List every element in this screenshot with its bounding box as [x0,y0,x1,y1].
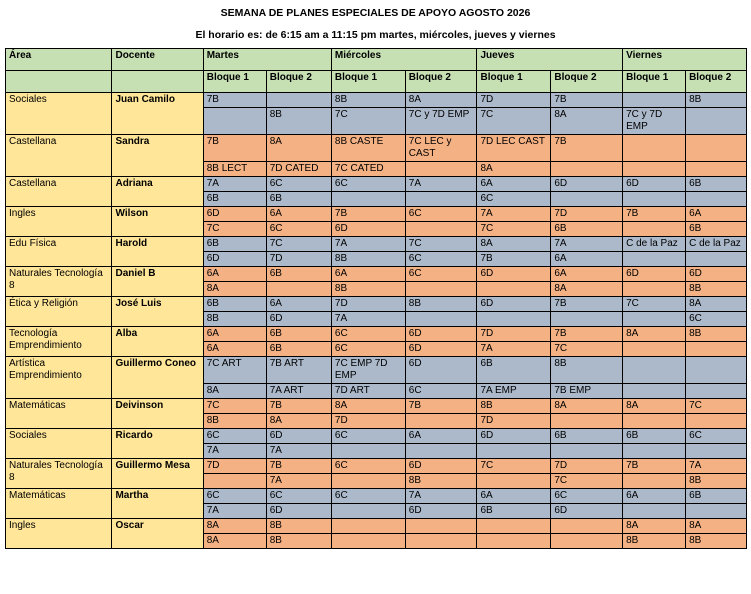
header-row-days [6,49,747,71]
schedule-cell: 6B [266,327,331,342]
schedule-cell: 6C [686,312,747,327]
schedule-cell: 8A [686,297,747,312]
header-day-miercoles: Miércoles [331,49,477,71]
schedule-cell: 6D [477,429,551,444]
schedule-cell [331,519,405,534]
schedule-cell [405,444,477,459]
schedule-cell: 7D [331,414,405,429]
schedule-cell: 8A [551,282,623,297]
header-bloque-1: Bloque 1 [203,71,266,93]
schedule-cell [623,252,686,267]
schedule-cell: 7C [623,297,686,312]
docente-cell: Adriana [112,177,203,207]
schedule-cell: 8B [405,474,477,489]
schedule-cell: 6A [551,252,623,267]
schedule-cell: 7B [331,207,405,222]
header-row-bloques [6,71,747,93]
docente-cell: Daniel B [112,267,203,297]
schedule-cell: 7B [477,252,551,267]
schedule-cell [405,312,477,327]
schedule-cell [686,504,747,519]
schedule-cell [686,357,747,384]
schedule-cell: 7C y 7D EMP [405,108,477,135]
schedule-cell [405,192,477,207]
table-row [6,399,747,414]
schedule-cell: 8A [331,399,405,414]
schedule-cell: 6D [686,267,747,282]
schedule-cell: 7B [405,399,477,414]
schedule-cell [623,414,686,429]
schedule-cell: 7B [551,297,623,312]
schedule-cell: 6C [203,429,266,444]
header-bloque-2: Bloque 2 [551,71,623,93]
schedule-cell: 7A [266,444,331,459]
schedule-cell: 6D [266,312,331,327]
schedule-cell: 8B [331,93,405,108]
schedule-cell [405,162,477,177]
schedule-cell: 7D [266,252,331,267]
header-bloque-2: Bloque 2 [686,71,747,93]
header-docente: Docente [112,49,203,71]
schedule-cell: C de la Paz [686,237,747,252]
schedule-cell: 7D [477,414,551,429]
schedule-cell [551,414,623,429]
area-cell: Castellana [6,177,112,207]
schedule-cell: 6A [203,267,266,282]
schedule-cell [551,534,623,549]
schedule-cell [477,444,551,459]
schedule-cell [686,192,747,207]
schedule-cell [623,504,686,519]
schedule-cell: 6C [405,384,477,399]
schedule-cell: 7C LEC y CAST [405,135,477,162]
schedule-cell: 6C [686,429,747,444]
header-area: Área [6,49,112,71]
schedule-cell [623,357,686,384]
schedule-cell: 6C [331,342,405,357]
schedule-cell: 8B [477,399,551,414]
table-row [6,297,747,312]
table-row [6,135,747,162]
schedule-cell [623,474,686,489]
schedule-cell: 6B [203,297,266,312]
schedule-cell: 6D [266,429,331,444]
schedule-cell: 8A [405,93,477,108]
schedule-cell: 6C [203,489,266,504]
area-cell: Castellana [6,135,112,177]
schedule-cell [623,444,686,459]
schedule-cell [203,108,266,135]
schedule-cell: 8A [203,534,266,549]
schedule-cell: 6B [266,192,331,207]
schedule-cell: 6A [477,177,551,192]
schedule-cell: C de la Paz [623,237,686,252]
schedule-cell: 7A [203,504,266,519]
header-bloque-1: Bloque 1 [477,71,551,93]
schedule-cell: 6A [623,489,686,504]
schedule-cell: 7D [477,327,551,342]
schedule-cell [331,534,405,549]
schedule-cell: 6B [203,237,266,252]
schedule-cell: 6A [266,297,331,312]
schedule-cell: 8B [331,252,405,267]
schedule-cell: 7D [331,297,405,312]
area-cell: Ética y Religión [6,297,112,327]
schedule-cell: 8B [623,534,686,549]
docente-cell: Juan Camilo [112,93,203,135]
header-bloque-1: Bloque 1 [331,71,405,93]
schedule-cell: 8B [266,108,331,135]
schedule-cell: 8A [551,108,623,135]
schedule-cell: 7A [266,474,331,489]
schedule-cell [623,384,686,399]
schedule-cell: 7B [266,399,331,414]
schedule-cell: 6C [405,252,477,267]
schedule-cell: 6C [266,177,331,192]
schedule-cell [623,282,686,297]
schedule-cell: 7A [551,237,623,252]
schedule-cell: 7A [405,489,477,504]
table-row [6,237,747,252]
area-cell: Naturales Tecnología 8 [6,459,112,489]
schedule-cell: 7B [551,327,623,342]
schedule-cell [623,192,686,207]
schedule-cell: 7C [477,459,551,474]
docente-cell: Wilson [112,207,203,237]
schedule-cell: 6D [203,207,266,222]
area-cell: Naturales Tecnología 8 [6,267,112,297]
schedule-cell: 8B [686,534,747,549]
schedule-cell [686,444,747,459]
schedule-cell: 8B CASTE [331,135,405,162]
schedule-cell: 8B [266,534,331,549]
table-row [6,459,747,474]
schedule-cell: 8A [477,237,551,252]
schedule-cell: 8B [686,474,747,489]
schedule-cell [686,252,747,267]
header-day-jueves: Jueves [477,49,623,71]
schedule-cell: 7D [551,207,623,222]
table-row [6,177,747,192]
schedule-cell: 6B [203,192,266,207]
schedule-cell: 7B ART [266,357,331,384]
schedule-cell: 7D ART [331,384,405,399]
schedule-cell [331,504,405,519]
schedule-cell [477,282,551,297]
schedule-table [5,48,747,549]
schedule-cell [405,222,477,237]
schedule-cell: 8A [203,282,266,297]
schedule-cell: 7C [477,222,551,237]
schedule-cell: 6D [405,327,477,342]
schedule-cell [686,162,747,177]
docente-cell: Deivinson [112,399,203,429]
header-day-martes: Martes [203,49,331,71]
schedule-cell [477,519,551,534]
schedule-cell [686,342,747,357]
schedule-cell: 6B [266,267,331,282]
schedule-cell: 8A [551,399,623,414]
schedule-cell [331,444,405,459]
schedule-cell: 6C [331,429,405,444]
header-bloque-2: Bloque 2 [405,71,477,93]
schedule-cell: 7B [551,135,623,162]
schedule-cell: 6B [686,177,747,192]
schedule-cell: 8B LECT [203,162,266,177]
schedule-cell: 7C [686,399,747,414]
schedule-cell: 6B [551,222,623,237]
schedule-cell: 6D [623,267,686,282]
docente-cell: Guillermo Coneo [112,357,203,399]
schedule-cell: 6D [477,267,551,282]
schedule-cell: 6D [551,177,623,192]
schedule-cell [551,312,623,327]
schedule-cell [623,342,686,357]
schedule-cell: 6A [266,207,331,222]
schedule-cell: 8A [623,327,686,342]
schedule-cell [405,414,477,429]
schedule-cell: 6C [266,222,331,237]
schedule-cell: 6B [266,342,331,357]
page-subtitle: El horario es: de 6:15 am a 11:15 pm martes, miércoles, jueves y viernes [195,29,556,41]
area-cell: Tecnología Emprendimiento [6,327,112,357]
schedule-cell: 6D [266,504,331,519]
schedule-cell [477,312,551,327]
schedule-cell: 6B [477,357,551,384]
schedule-cell: 6B [477,504,551,519]
schedule-cell: 7B EMP [551,384,623,399]
schedule-cell: 7A EMP [477,384,551,399]
schedule-cell: 8A [686,519,747,534]
schedule-cell [405,282,477,297]
schedule-cell: 7D [477,93,551,108]
schedule-cell: 6A [203,342,266,357]
schedule-cell: 6D [405,504,477,519]
schedule-cell: 7C y 7D EMP [623,108,686,135]
schedule-cell: 6A [551,267,623,282]
schedule-cell: 6B [551,429,623,444]
schedule-cell: 8A [266,135,331,162]
schedule-cell [266,93,331,108]
area-cell: Matemáticas [6,399,112,429]
schedule-cell: 7C ART [203,357,266,384]
schedule-cell: 6C [405,267,477,282]
schedule-cell [477,534,551,549]
schedule-cell: 6D [405,342,477,357]
schedule-cell: 7A [331,312,405,327]
schedule-cell: 8A [203,384,266,399]
schedule-cell: 6A [331,267,405,282]
schedule-cell: 6A [203,327,266,342]
schedule-cell: 8A [203,519,266,534]
schedule-cell: 6B [686,222,747,237]
schedule-cell: 7B [551,93,623,108]
table-row [6,429,747,444]
schedule-cell: 6B [623,429,686,444]
schedule-cell [623,222,686,237]
schedule-cell: 8A [266,414,331,429]
table-row [6,519,747,534]
schedule-cell: 7B [266,459,331,474]
schedule-cell: 6C [331,459,405,474]
schedule-cell: 7C [477,108,551,135]
area-cell: Sociales [6,93,112,135]
schedule-cell: 7C [266,237,331,252]
schedule-cell: 8A [477,162,551,177]
schedule-cell: 7A [477,207,551,222]
schedule-cell [623,135,686,162]
header-day-viernes: Viernes [623,49,747,71]
schedule-cell [686,384,747,399]
schedule-cell: 6A [477,489,551,504]
schedule-cell [477,474,551,489]
schedule-cell: 6C [405,207,477,222]
schedule-cell [331,192,405,207]
schedule-cell: 7C EMP 7D EMP [331,357,405,384]
schedule-cell: 6C [477,192,551,207]
schedule-cell: 7A [686,459,747,474]
docente-cell: José Luis [112,297,203,327]
schedule-cell: 8B [686,282,747,297]
schedule-cell: 7D LEC CAST [477,135,551,162]
schedule-cell [686,414,747,429]
schedule-cell: 7A [203,444,266,459]
schedule-cell: 7C [203,399,266,414]
schedule-cell: 8B [686,93,747,108]
docente-cell: Martha [112,489,203,519]
schedule-cell: 6C [331,489,405,504]
docente-cell: Guillermo Mesa [112,459,203,489]
area-cell: Ingles [6,207,112,237]
schedule-cell: 7C [203,222,266,237]
schedule-cell [405,519,477,534]
schedule-cell: 6D [551,504,623,519]
schedule-cell [623,162,686,177]
schedule-cell [551,192,623,207]
schedule-cell: 6C [551,489,623,504]
schedule-cell: 7A [405,177,477,192]
docente-cell: Alba [112,327,203,357]
schedule-cell [623,312,686,327]
schedule-cell: 7A ART [266,384,331,399]
schedule-cell: 6A [686,207,747,222]
schedule-cell: 6D [405,357,477,384]
schedule-cell [551,162,623,177]
schedule-cell: 7A [477,342,551,357]
table-row [6,267,747,282]
schedule-cell [331,474,405,489]
schedule-cell: 7C [551,474,623,489]
schedule-cell: 7A [331,237,405,252]
schedule-cell: 7C CATED [331,162,405,177]
schedule-cell: 7D CATED [266,162,331,177]
schedule-cell: 6A [405,429,477,444]
docente-cell: Sandra [112,135,203,177]
schedule-cell [266,282,331,297]
header-blank [112,71,203,93]
schedule-cell [551,444,623,459]
schedule-cell: 8B [686,327,747,342]
schedule-cell: 8B [203,312,266,327]
table-row [6,93,747,108]
area-cell: Sociales [6,429,112,459]
schedule-cell: 8B [405,297,477,312]
area-cell: Ingles [6,519,112,549]
schedule-cell [686,108,747,135]
schedule-cell: 6D [405,459,477,474]
schedule-cell: 6C [331,327,405,342]
schedule-cell: 6C [266,489,331,504]
table-row [6,327,747,342]
table-row [6,207,747,222]
area-cell: Edu Física [6,237,112,267]
schedule-cell: 8B [331,282,405,297]
header-blank [6,71,112,93]
schedule-cell [405,534,477,549]
schedule-cell: 6D [477,297,551,312]
schedule-cell: 7D [551,459,623,474]
schedule-cell: 8B [266,519,331,534]
schedule-cell [203,474,266,489]
schedule-cell: 6D [623,177,686,192]
page-title: SEMANA DE PLANES ESPECIALES DE APOYO AGOSTO 2026 [220,7,531,19]
schedule-cell: 7C [405,237,477,252]
docente-cell: Ricardo [112,429,203,459]
schedule-cell: 6C [331,177,405,192]
schedule-cell [686,135,747,162]
schedule-cell: 7A [203,177,266,192]
schedule-cell: 8A [623,399,686,414]
schedule-cell: 6D [331,222,405,237]
schedule-cell: 7B [203,93,266,108]
schedule-cell: 7D [203,459,266,474]
table-row [6,357,747,384]
table-row [6,489,747,504]
schedule-cell: 7C [551,342,623,357]
schedule-cell: 8B [551,357,623,384]
schedule-cell [623,93,686,108]
schedule-cell [551,519,623,534]
header-bloque-2: Bloque 2 [266,71,331,93]
area-cell: Matemáticas [6,489,112,519]
header-bloque-1: Bloque 1 [623,71,686,93]
schedule-cell: 7B [623,459,686,474]
schedule-cell: 6B [686,489,747,504]
schedule-cell: 7B [203,135,266,162]
docente-cell: Oscar [112,519,203,549]
schedule-cell: 6D [203,252,266,267]
schedule-cell: 8A [623,519,686,534]
schedule-cell: 7C [331,108,405,135]
schedule-cell: 8B [203,414,266,429]
area-cell: Artística Emprendimiento [6,357,112,399]
docente-cell: Harold [112,237,203,267]
schedule-cell: 7B [623,207,686,222]
